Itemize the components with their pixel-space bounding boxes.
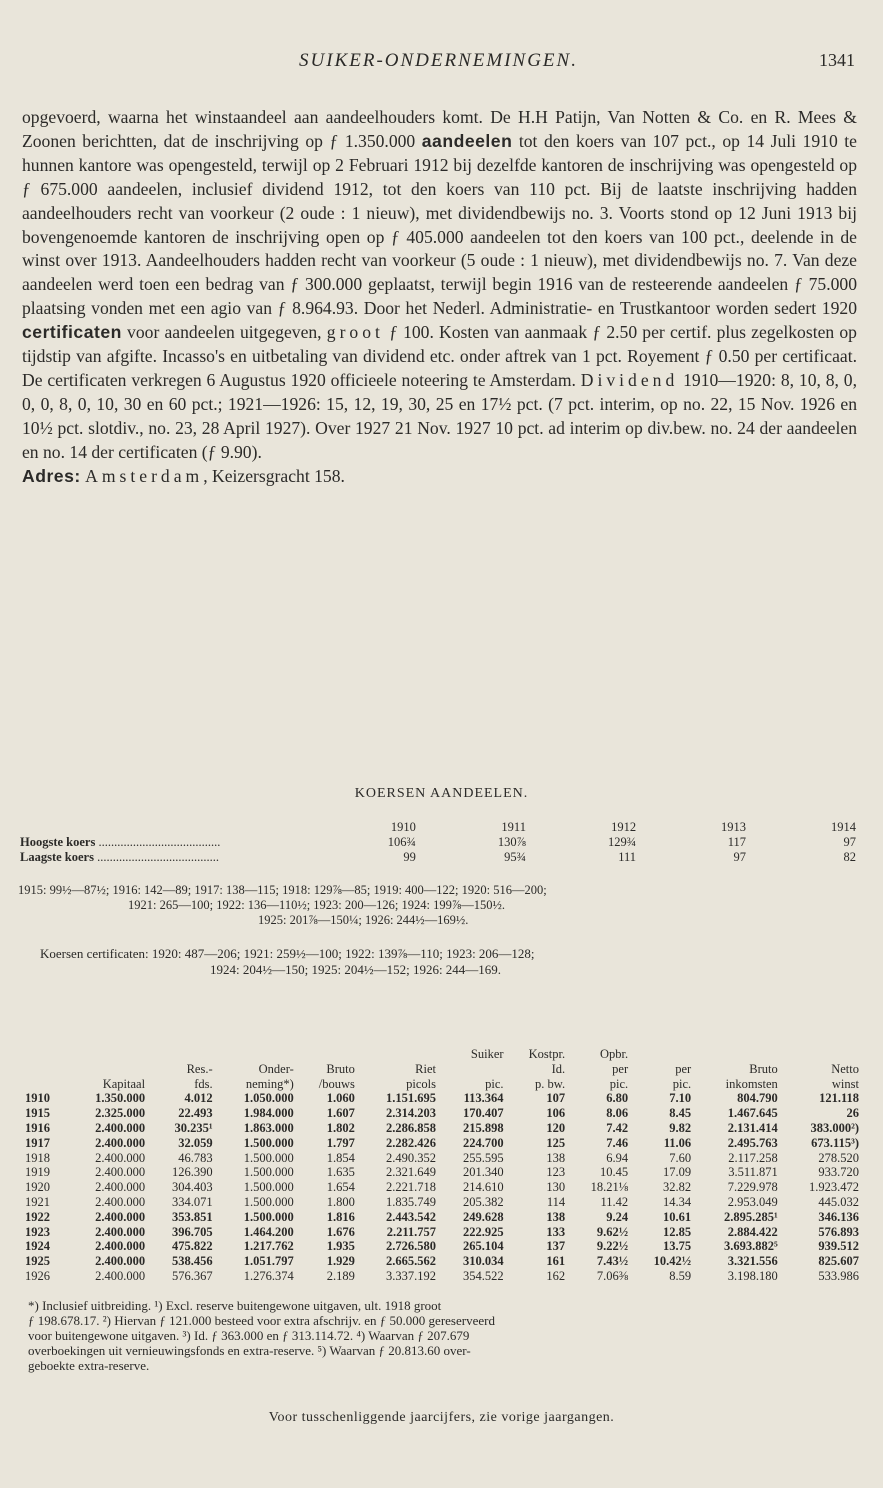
financial-header-top (22, 1047, 862, 1062)
header-cell: Res.- (186, 1061, 213, 1076)
table-cell: 533.986 (818, 1268, 859, 1283)
table-cell: 2.400.000 (95, 1120, 146, 1135)
table-cell: 2.211.757 (386, 1224, 436, 1239)
table-cell: 130⅞ (497, 835, 526, 849)
table-cell: 538.456 (172, 1254, 213, 1269)
table-cell: 97 (843, 835, 856, 849)
header-cell: Kapitaal (102, 1076, 146, 1091)
table-cell: 129¾ (607, 835, 637, 849)
table-cell: 334.071 (172, 1194, 213, 1209)
table-cell: 205.382 (462, 1194, 504, 1209)
header-cell (216, 1047, 297, 1062)
koersen-line: 1915: 99½—87½; 1916: 142—89; 1917: 138—115; 1918: 129⅞—85; 1919: 400—122; 1920: 516—200; (18, 883, 547, 897)
header-cell: Opbr. (600, 1047, 629, 1061)
table-row (22, 1136, 862, 1151)
page-number: 1341 (819, 50, 855, 70)
header-cell: /bouws (318, 1076, 355, 1091)
table-cell: 201.340 (462, 1165, 504, 1180)
spaced-word-dividend: Dividend (580, 369, 679, 390)
year-header: 1910 (390, 820, 416, 834)
koersen-row-hoogste (18, 835, 858, 850)
spaced-word-groot: groot (326, 322, 384, 343)
table-cell: 137 (546, 1239, 566, 1254)
table-cell: 161 (546, 1254, 566, 1269)
table-cell: 1.800 (326, 1194, 355, 1209)
table-row (22, 1254, 862, 1269)
table-cell: 2.400.000 (95, 1224, 146, 1239)
year-cell: 1926 (25, 1268, 50, 1283)
table-cell: 249.628 (462, 1209, 504, 1224)
footnote-line: overboekingen uit vernieuwingsfonds en extra-reserve. ⁵) Waarvan ƒ 20.813.60 over- (28, 1343, 471, 1358)
table-cell: 576.367 (172, 1268, 213, 1283)
text-run: ƒ 100. Kosten van aanmaak ƒ 2.50 per certif. plus zegelkosten op tijdstip van afgifte. Incasso's en uitbetaling van dividend etc. onder aftrek van 1 pct. Royement ƒ 0.50 per certificaat. De certificaten verkregen 6 Augustus 1920 officieele noteering te Amsterdam. (22, 322, 857, 390)
koersen-line: 1925: 201⅞—150¼; 1926: 244½—169½. (258, 913, 469, 927)
table-cell: 3.321.556 (727, 1254, 778, 1269)
header-cell (148, 1047, 216, 1062)
year-cell: 1922 (25, 1209, 50, 1224)
header-cell: fds. (194, 1076, 213, 1091)
table-cell: 123 (546, 1165, 566, 1180)
header-cell: pic. (672, 1076, 692, 1091)
table-cell: 346.136 (818, 1209, 859, 1224)
table-cell: 576.893 (818, 1224, 859, 1239)
table-cell: 222.925 (462, 1224, 504, 1239)
table-cell: 2.400.000 (95, 1180, 146, 1195)
table-cell: 99 (403, 850, 416, 864)
table-cell: 1.635 (326, 1165, 355, 1180)
table-cell: 2.189 (326, 1268, 355, 1283)
table-cell: 265.104 (462, 1239, 504, 1254)
table-cell: 125 (546, 1135, 566, 1150)
leader-dots: ....................................... (98, 835, 221, 849)
year-cell: 1910 (25, 1091, 50, 1106)
table-cell: 120 (546, 1120, 566, 1135)
table-cell: 7.46 (606, 1135, 629, 1150)
table-cell: 1.835.749 (386, 1194, 436, 1209)
table-cell: 8.06 (606, 1106, 629, 1121)
table-cell: 130 (546, 1180, 566, 1195)
table-cell: 2.321.649 (386, 1165, 436, 1180)
table-cell: 2.490.352 (386, 1150, 436, 1165)
table-cell: 2.131.414 (727, 1120, 778, 1135)
table-cell: 673.115³) (811, 1135, 859, 1150)
header-cell (22, 1047, 67, 1062)
year-header: 1912 (611, 820, 637, 834)
header-cell (297, 1047, 358, 1062)
footnote-line: ƒ 198.678.17. ²) Hiervan ƒ 121.000 besteed voor extra afschrijv. en ƒ 50.000 gereserveerd (28, 1313, 495, 1328)
address-label: Adres: (22, 465, 81, 486)
table-cell: 2.895.285¹ (724, 1209, 778, 1224)
year-header: 1911 (501, 820, 526, 834)
table-cell: 2.400.000 (95, 1254, 146, 1269)
leader-dots: ....................................... (97, 850, 219, 864)
footnote-line: *) Inclusief uitbreiding. ¹) Excl. reserve buitengewone uitgaven, ult. 1918 groot (28, 1298, 442, 1313)
text-run: opgevoerd, waarna het winstaandeel aan aandeelhouders komt. De H.H Patijn, Van Notten & Co. en R. Mees & Zoonen berichtten, dat de inschrijving op ƒ 1.350.000 (22, 107, 857, 151)
table-cell: 2.117.258 (728, 1150, 778, 1165)
table-cell: 2.400.000 (95, 1239, 146, 1254)
table-cell: 1.816 (326, 1209, 355, 1224)
text-run: tot den koers van 107 pct., op 14 Juli 1910 te hunnen kantore was opengesteld, terwijl op 2 Februari 1912 bij dezelfde kantoren de inschrijving was opengesteld op ƒ 675.000 aandeelen, inclusief dividend 1912, tot den koers van 110 pct. Bij de laatste inschrijving hadden aandeelhouders recht van voorkeur (2 oude : 1 nieuw), met dividendbewijs no. 3. Voorts stond op 12 Juni 1913 bij bovengenoemde kantoren de inschrijving open op ƒ 405.000 aandeelen tot den koers van 100 pct., deelende in de winst over 1913. Aandeelhouders hadden recht van voorkeur (5 oude : 1 nieuw), met dividendbewijs no. 7. Van deze aandeelen werd toen een bedrag van ƒ 300.000 geplaatst, terwijl begin 1916 van de resteerende aandeelen ƒ 75.000 plaatsing vonden met een agio van ƒ 8.964.93. Door het Nederl. Administratie- en Trustkantoor worden sedert 1920 (22, 130, 857, 319)
table-cell: 1.500.000 (243, 1135, 294, 1150)
table-cell: 4.012 (184, 1091, 213, 1106)
header-cell (22, 1062, 67, 1077)
table-cell: 3.198.180 (727, 1268, 778, 1283)
header-cell (694, 1047, 781, 1062)
row-label: Hoogste koers (20, 835, 96, 849)
table-cell: 383.000²) (810, 1120, 859, 1135)
table-cell: 113.364 (463, 1091, 504, 1106)
keyword-aandeelen: aandeelen (421, 130, 513, 151)
table-cell: 32.82 (663, 1180, 692, 1195)
year-cell: 1916 (25, 1120, 50, 1135)
table-cell: 804.790 (737, 1091, 778, 1106)
header-cell (439, 1062, 507, 1077)
table-cell: 9.22½ (596, 1239, 629, 1254)
table-cell: 138 (546, 1150, 566, 1165)
header-cell: picols (406, 1076, 436, 1091)
table-cell: 26 (846, 1106, 859, 1121)
table-cell (18, 820, 317, 835)
page-header (22, 50, 855, 74)
table-cell: 121.118 (819, 1091, 859, 1106)
table-cell: 97 (733, 850, 747, 864)
table-cell: 9.82 (669, 1120, 692, 1135)
year-cell: 1921 (25, 1194, 50, 1209)
header-cell (22, 1077, 67, 1092)
table-cell: 1.051.797 (243, 1254, 294, 1269)
table-cell: 1.984.000 (243, 1106, 294, 1121)
body-paragraph (22, 106, 857, 465)
table-cell: 278.520 (818, 1150, 859, 1165)
header-cell: per (612, 1061, 629, 1076)
address-street: , Keizersgracht 158. (203, 465, 345, 486)
koersen-title: KOERSEN AANDEELEN. (354, 786, 529, 801)
table-cell: 138 (546, 1209, 566, 1224)
header-cell: per (675, 1061, 692, 1076)
table-cell: 82 (843, 850, 856, 864)
table-cell: 1.350.000 (95, 1091, 146, 1106)
table-row (22, 1225, 862, 1240)
koersen-header-row (18, 820, 858, 835)
table-cell: 3.511.871 (728, 1165, 778, 1180)
table-cell: 2.286.858 (386, 1120, 436, 1135)
year-cell: 1925 (25, 1254, 50, 1269)
table-cell: 939.512 (818, 1239, 859, 1254)
table-cell: 2.314.203 (386, 1106, 436, 1121)
header-cell: Onder- (258, 1061, 294, 1076)
table-cell: 1.607 (326, 1106, 355, 1121)
table-cell: 2.282.426 (386, 1135, 436, 1150)
financial-body (22, 1091, 862, 1283)
table-cell: 9.24 (606, 1209, 629, 1224)
year-cell: 1918 (25, 1150, 50, 1165)
table-cell: 353.851 (172, 1209, 213, 1224)
table-cell: 215.898 (462, 1120, 504, 1135)
year-header: 1914 (831, 820, 856, 834)
table-cell: 162 (546, 1268, 566, 1283)
table-cell: 2.325.000 (95, 1106, 146, 1121)
financial-table (22, 1047, 862, 1284)
table-cell: 354.522 (462, 1268, 504, 1283)
table-cell: 22.493 (178, 1106, 213, 1121)
header-cell: Bruto (749, 1061, 778, 1076)
table-row (22, 1106, 862, 1121)
table-cell: 445.032 (818, 1194, 859, 1209)
header-cell (67, 1062, 148, 1077)
header-cell: pic. (609, 1076, 629, 1091)
year-cell: 1917 (25, 1135, 50, 1150)
table-cell: 11.06 (663, 1135, 692, 1150)
table-cell: 1.276.374 (243, 1268, 294, 1283)
text-run: voor aandeelen uitgegeven, (121, 322, 327, 343)
row-label-cell (18, 850, 317, 865)
table-cell: 2.443.542 (386, 1209, 436, 1224)
table-cell: 1.060 (326, 1091, 355, 1106)
table-cell: 310.034 (462, 1254, 504, 1269)
table-cell: 3.693.882⁵ (724, 1239, 778, 1254)
table-cell: 933.720 (818, 1165, 859, 1180)
table-cell: 95¾ (504, 850, 526, 864)
footnotes (28, 1298, 863, 1373)
table-cell: 2.221.718 (386, 1180, 436, 1195)
table-cell: 1.676 (326, 1224, 355, 1239)
table-cell: 2.953.049 (727, 1194, 778, 1209)
table-cell: 106 (546, 1106, 566, 1121)
koersen-lines (18, 883, 858, 928)
table-row (22, 1180, 862, 1195)
table-cell: 1.500.000 (243, 1194, 294, 1209)
table-cell: 18.21⅛ (590, 1180, 629, 1195)
financial-header-bottom (22, 1077, 862, 1092)
table-cell: 1.050.000 (243, 1091, 294, 1106)
table-cell: 9.62½ (596, 1224, 629, 1239)
header-cell: winst (831, 1076, 859, 1091)
table-row (22, 1195, 862, 1210)
footnote-line: voor buitengewone uitgaven. ³) Id. ƒ 363.000 en ƒ 313.114.72. ⁴) Waarvan ƒ 207.679 (28, 1328, 470, 1343)
table-cell: 1.863.000 (243, 1120, 294, 1135)
table-cell: 10.61 (663, 1209, 692, 1224)
table-cell: 6.94 (606, 1150, 629, 1165)
running-title: SUIKER-ONDERNEMINGEN. (299, 50, 578, 71)
header-cell: inkomsten (725, 1076, 778, 1091)
table-cell: 13.75 (663, 1239, 692, 1254)
table-cell: 111 (618, 850, 637, 864)
text-run: 1910—1920: 8, 10, 8, 0, 0, 0, 8, 0, 10, 30 en 60 pct.; 1921—1926: 15, 12, 19, 30, 25 en 17½ pct. (7 pct. interim, op no. 22, 15 Nov. 1926 en 10½ pct. slotdiv., no. 23, 28 April 1927). Over 1927 21 Nov. 1927 10 pct. ad interim op div.bew. no. 24 der aandeelen en no. 14 der certificaten (ƒ 9.90). (22, 369, 857, 462)
table-cell: 1.500.000 (243, 1150, 294, 1165)
table-cell: 2.400.000 (95, 1165, 146, 1180)
header-cell: Riet (415, 1061, 436, 1076)
table-cell: 117 (727, 835, 747, 849)
table-cell: 7.229.978 (727, 1180, 778, 1195)
table-cell: 10.45 (600, 1165, 629, 1180)
table-cell: 30.235¹ (174, 1120, 213, 1135)
table-cell: 2.726.580 (386, 1239, 436, 1254)
header-cell (358, 1047, 439, 1062)
header-cell: Kostpr. (528, 1047, 566, 1061)
table-cell: 17.09 (663, 1165, 692, 1180)
table-cell: 224.700 (462, 1135, 504, 1150)
row-label: Laagste koers (20, 850, 94, 864)
table-cell: 114 (546, 1194, 566, 1209)
koersen-row-laagste (18, 850, 858, 865)
table-cell: 1.500.000 (243, 1209, 294, 1224)
table-cell: 475.822 (172, 1239, 213, 1254)
table-cell: 8.45 (669, 1106, 692, 1121)
header-cell: Suiker (470, 1047, 504, 1061)
header-cell: Bruto (326, 1061, 355, 1076)
table-cell: 10.42½ (653, 1254, 692, 1269)
table-cell: 1.467.645 (727, 1106, 778, 1121)
certificaten-line: Koersen certificaten: 1920: 487—206; 1921: 259½—100; 1922: 139⅞—110; 1923: 206—128; (40, 946, 535, 961)
table-cell: 32.059 (178, 1135, 213, 1150)
header-cell (67, 1047, 148, 1062)
table-cell: 2.400.000 (95, 1209, 146, 1224)
year-cell: 1915 (25, 1106, 50, 1121)
table-cell: 1.797 (326, 1135, 355, 1150)
financial-header-mid (22, 1062, 862, 1077)
table-cell: 2.400.000 (95, 1194, 146, 1209)
footnote-line: geboekte extra-reserve. (28, 1358, 150, 1373)
table-cell: 133 (546, 1224, 566, 1239)
row-label-cell (18, 835, 317, 850)
table-row (22, 1210, 862, 1225)
table-cell: 1.935 (326, 1239, 355, 1254)
table-cell: 7.10 (669, 1091, 692, 1106)
table-cell: 6.80 (606, 1091, 629, 1106)
address-line (22, 465, 857, 489)
table-row (22, 1121, 862, 1136)
header-cell: Netto (831, 1061, 859, 1076)
table-cell: 3.337.192 (386, 1268, 436, 1283)
header-cell: Id. (551, 1061, 566, 1076)
footer-note: Voor tusschenliggende jaarcijfers, zie vorige jaargangen. (268, 1410, 615, 1425)
certificaten-koersen (40, 946, 860, 978)
table-cell: 2.665.562 (386, 1254, 436, 1269)
table-cell: 12.85 (663, 1224, 692, 1239)
table-cell: 1.464.200 (243, 1224, 294, 1239)
table-row (22, 1165, 862, 1180)
table-cell: 2.400.000 (95, 1150, 146, 1165)
koersen-line: 1921: 265—100; 1922: 136—110½; 1923: 200—126; 1924: 199⅞—150½. (128, 898, 505, 912)
table-cell: 1.854 (326, 1150, 355, 1165)
year-cell: 1923 (25, 1224, 50, 1239)
table-cell: 7.42 (606, 1120, 629, 1135)
table-cell: 1.802 (326, 1120, 355, 1135)
year-cell: 1919 (25, 1165, 50, 1180)
table-cell: 1.654 (326, 1180, 355, 1195)
keyword-certificaten: certificaten (22, 322, 122, 343)
table-cell: 1.151.695 (386, 1091, 436, 1106)
table-cell: 255.595 (462, 1150, 504, 1165)
table-row (22, 1151, 862, 1166)
table-cell: 304.403 (172, 1180, 213, 1195)
table-row (22, 1269, 862, 1284)
address-city: Amsterdam (85, 465, 204, 486)
table-cell: 11.42 (600, 1194, 629, 1209)
year-cell: 1924 (25, 1239, 50, 1254)
table-cell: 7.60 (669, 1150, 692, 1165)
table-cell: 14.34 (663, 1194, 692, 1209)
body-text (22, 106, 857, 489)
koersen-table (18, 820, 858, 865)
table-cell: 2.495.763 (727, 1135, 778, 1150)
table-cell: 8.59 (669, 1268, 692, 1283)
table-cell: 107 (546, 1091, 566, 1106)
year-cell: 1920 (25, 1180, 50, 1195)
table-cell: 1.929 (326, 1254, 355, 1269)
table-cell: 7.06⅜ (596, 1268, 629, 1283)
table-cell: 1.217.762 (243, 1239, 294, 1254)
table-row (22, 1239, 862, 1254)
table-cell: 1.500.000 (243, 1165, 294, 1180)
table-cell: 7.43½ (596, 1254, 629, 1269)
certificaten-line: 1924: 204½—150; 1925: 204½—152; 1926: 244—169. (210, 962, 502, 977)
table-cell: 396.705 (172, 1224, 213, 1239)
table-cell: 106¾ (387, 835, 416, 849)
table-row (22, 1091, 862, 1106)
year-header: 1913 (721, 820, 747, 834)
table-cell: 825.607 (818, 1254, 859, 1269)
table-cell: 170.407 (462, 1106, 504, 1121)
table-cell: 46.783 (178, 1150, 213, 1165)
header-cell: pic. (485, 1076, 504, 1091)
table-cell: 1.923.472 (809, 1180, 859, 1195)
table-cell: 2.884.422 (727, 1224, 778, 1239)
table-cell: 2.400.000 (95, 1135, 146, 1150)
header-cell: p. bw. (535, 1076, 566, 1091)
table-cell: 1.500.000 (243, 1180, 294, 1195)
header-cell (631, 1047, 694, 1062)
table-cell: 2.400.000 (95, 1268, 146, 1283)
header-cell (781, 1047, 862, 1062)
table-cell: 126.390 (172, 1165, 213, 1180)
table-cell: 214.610 (462, 1180, 504, 1195)
header-cell: neming*) (245, 1076, 294, 1091)
